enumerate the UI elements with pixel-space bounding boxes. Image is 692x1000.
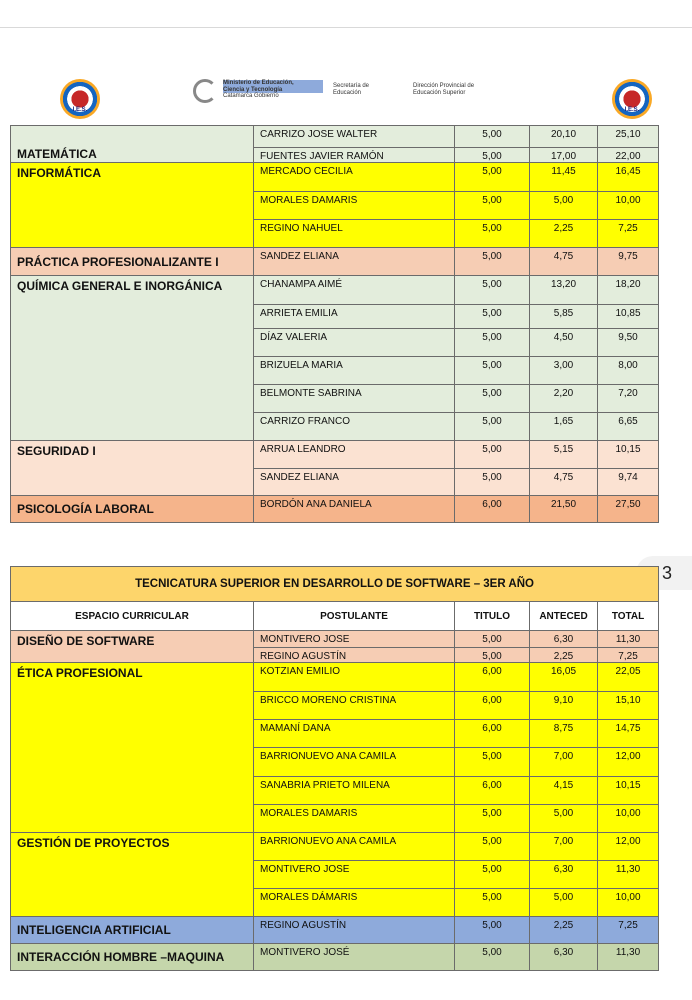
applicant-name-cell: CHANAMPA AIMÉ [254, 276, 455, 305]
total-score-cell: 27,50 [598, 496, 659, 523]
antecedentes-score-cell: 6,30 [530, 944, 598, 971]
total-score-cell: 10,85 [598, 305, 659, 329]
applicant-name-cell: SANDEZ ELIANA [254, 248, 455, 276]
antecedentes-score-cell: 5,00 [530, 192, 598, 220]
applicant-name-cell: BELMONTE SABRINA [254, 385, 455, 413]
applicant-name-cell: FUENTES JAVIER RAMÓN [254, 148, 455, 163]
antecedentes-score-cell: 2,25 [530, 917, 598, 944]
antecedentes-score-cell: 6,30 [530, 861, 598, 889]
table-row [11, 944, 659, 971]
applicant-name-cell: ARRIETA EMILIA [254, 305, 455, 329]
table-title: TECNICATURA SUPERIOR EN DESARROLLO DE SOFTWARE – 3ER AÑO [11, 567, 659, 602]
table-row [11, 276, 659, 305]
total-score-cell: 9,75 [598, 248, 659, 276]
applicant-name-cell: CARRIZO JOSE WALTER [254, 126, 455, 148]
titulo-score-cell: 5,00 [455, 163, 530, 192]
applicant-name-cell: BARRIONUEVO ANA CAMILA [254, 748, 455, 777]
antecedentes-score-cell: 4,50 [530, 329, 598, 357]
total-score-cell: 7,25 [598, 220, 659, 248]
titulo-score-cell: 5,00 [455, 413, 530, 441]
table-row [11, 441, 659, 469]
titulo-score-cell: 5,00 [455, 917, 530, 944]
document-header [0, 76, 692, 126]
titulo-score-cell: 5,00 [455, 833, 530, 861]
applicant-name-cell: REGINO AGUSTÍN [254, 648, 455, 663]
applicant-name-cell: MORALES DAMARIS [254, 805, 455, 833]
antecedentes-score-cell: 3,00 [530, 357, 598, 385]
header-antecedentes: ANTECED [530, 602, 598, 631]
header-espacio: ESPACIO CURRICULAR [11, 602, 254, 631]
titulo-score-cell: 6,00 [455, 663, 530, 692]
applicant-name-cell: ARRUA LEANDRO [254, 441, 455, 469]
applicant-name-cell: MONTIVERO JOSE [254, 861, 455, 889]
total-score-cell: 7,20 [598, 385, 659, 413]
subject-cell: MATEMÁTICA [11, 126, 254, 163]
total-score-cell: 11,30 [598, 861, 659, 889]
ministry-line-3: Catamarca Gobierno [223, 93, 279, 99]
antecedentes-score-cell: 13,20 [530, 276, 598, 305]
top-divider [0, 27, 692, 28]
titulo-score-cell: 5,00 [455, 889, 530, 917]
page-number-badge: 3 [636, 556, 692, 590]
total-score-cell: 16,45 [598, 163, 659, 192]
titulo-score-cell: 5,00 [455, 357, 530, 385]
applicant-name-cell: MONTIVERO JOSE [254, 631, 455, 648]
total-score-cell: 9,74 [598, 469, 659, 496]
ministry-line-2: Ciencia y Tecnología [223, 87, 323, 94]
total-score-cell: 18,20 [598, 276, 659, 305]
titulo-score-cell: 6,00 [455, 692, 530, 720]
titulo-score-cell: 5,00 [455, 944, 530, 971]
applicant-name-cell: SANDEZ ELIANA [254, 469, 455, 496]
institute-seal-icon-right [612, 79, 652, 119]
table-row [11, 631, 659, 648]
total-score-cell: 12,00 [598, 748, 659, 777]
total-score-cell: 22,00 [598, 148, 659, 163]
table-row [11, 126, 659, 148]
subject-cell: DISEÑO DE SOFTWARE [11, 631, 254, 663]
titulo-score-cell: 5,00 [455, 305, 530, 329]
institute-seal-icon [60, 79, 100, 119]
total-score-cell: 25,10 [598, 126, 659, 148]
subject-cell: GESTIÓN DE PROYECTOS [11, 833, 254, 917]
antecedentes-score-cell: 20,10 [530, 126, 598, 148]
header-titulo: TITULO [455, 602, 530, 631]
antecedentes-score-cell: 7,00 [530, 748, 598, 777]
direccion-label: Dirección Provincial de Educación Superior [413, 83, 475, 96]
table-row [11, 663, 659, 692]
applicant-name-cell: MAMANÍ DANA [254, 720, 455, 748]
applicant-name-cell: MORALES DAMARIS [254, 192, 455, 220]
antecedentes-score-cell: 2,20 [530, 385, 598, 413]
antecedentes-score-cell: 4,15 [530, 777, 598, 805]
total-score-cell: 9,50 [598, 329, 659, 357]
subject-cell: INFORMÁTICA [11, 163, 254, 248]
antecedentes-score-cell: 5,15 [530, 441, 598, 469]
titulo-score-cell: 5,00 [455, 276, 530, 305]
subject-cell: PRÁCTICA PROFESIONALIZANTE I [11, 248, 254, 276]
titulo-score-cell: 6,00 [455, 496, 530, 523]
applicant-name-cell: CARRIZO FRANCO [254, 413, 455, 441]
ministry-c-icon [193, 79, 217, 103]
antecedentes-score-cell: 2,25 [530, 648, 598, 663]
total-score-cell: 14,75 [598, 720, 659, 748]
antecedentes-score-cell: 16,05 [530, 663, 598, 692]
applicant-name-cell: BORDÓN ANA DANIELA [254, 496, 455, 523]
applicant-name-cell: BARRIONUEVO ANA CAMILA [254, 833, 455, 861]
antecedentes-score-cell: 4,75 [530, 469, 598, 496]
total-score-cell: 6,65 [598, 413, 659, 441]
total-score-cell: 10,00 [598, 805, 659, 833]
total-score-cell: 22,05 [598, 663, 659, 692]
applicant-name-cell: DÍAZ VALERIA [254, 329, 455, 357]
titulo-score-cell: 5,00 [455, 192, 530, 220]
titulo-score-cell: 5,00 [455, 441, 530, 469]
antecedentes-score-cell: 5,00 [530, 889, 598, 917]
antecedentes-score-cell: 21,50 [530, 496, 598, 523]
titulo-score-cell: 5,00 [455, 126, 530, 148]
total-score-cell: 10,15 [598, 777, 659, 805]
antecedentes-score-cell: 7,00 [530, 833, 598, 861]
titulo-score-cell: 6,00 [455, 777, 530, 805]
applicant-name-cell: MERCADO CECILIA [254, 163, 455, 192]
titulo-score-cell: 6,00 [455, 720, 530, 748]
titulo-score-cell: 5,00 [455, 861, 530, 889]
applicant-name-cell: REGINO NAHUEL [254, 220, 455, 248]
subject-cell: SEGURIDAD I [11, 441, 254, 496]
total-score-cell: 11,30 [598, 631, 659, 648]
subject-cell: INTERACCIÓN HOMBRE –MAQUINA [11, 944, 254, 971]
subject-cell: PSICOLOGÍA LABORAL [11, 496, 254, 523]
subject-cell: ÉTICA PROFESIONAL [11, 663, 254, 833]
titulo-score-cell: 5,00 [455, 220, 530, 248]
subject-cell: INTELIGENCIA ARTIFICIAL [11, 917, 254, 944]
ministry-line-1: Ministerio de Educación, [223, 80, 323, 87]
applicant-name-cell: MORALES DÁMARIS [254, 889, 455, 917]
header-total: TOTAL [598, 602, 659, 631]
titulo-score-cell: 5,00 [455, 805, 530, 833]
software-development-table [10, 566, 659, 971]
titulo-score-cell: 5,00 [455, 329, 530, 357]
secretaria-label: Secretaría de Educación [333, 83, 370, 96]
table-row [11, 917, 659, 944]
table-row [11, 248, 659, 276]
total-score-cell: 10,00 [598, 192, 659, 220]
titulo-score-cell: 5,00 [455, 748, 530, 777]
titulo-score-cell: 5,00 [455, 648, 530, 663]
seal-caption-right: I.E.S. [624, 107, 640, 113]
applicant-name-cell: REGINO AGUSTÍN [254, 917, 455, 944]
table-row [11, 163, 659, 192]
applicant-name-cell: MONTIVERO JOSÉ [254, 944, 455, 971]
antecedentes-score-cell: 5,85 [530, 305, 598, 329]
subject-cell: QUÍMICA GENERAL E INORGÁNICA [11, 276, 254, 441]
header-postulante: POSTULANTE [254, 602, 455, 631]
applicant-name-cell: SANABRIA PRIETO MILENA [254, 777, 455, 805]
applicant-name-cell: BRIZUELA MARIA [254, 357, 455, 385]
results-table-continued [10, 125, 659, 523]
titulo-score-cell: 5,00 [455, 631, 530, 648]
antecedentes-score-cell: 17,00 [530, 148, 598, 163]
applicant-name-cell: BRICCO MORENO CRISTINA [254, 692, 455, 720]
applicant-name-cell: KOTZIAN EMILIO [254, 663, 455, 692]
table-row [11, 833, 659, 861]
total-score-cell: 7,25 [598, 648, 659, 663]
titulo-score-cell: 5,00 [455, 248, 530, 276]
antecedentes-score-cell: 4,75 [530, 248, 598, 276]
antecedentes-score-cell: 9,10 [530, 692, 598, 720]
antecedentes-score-cell: 5,00 [530, 805, 598, 833]
titulo-score-cell: 5,00 [455, 148, 530, 163]
total-score-cell: 12,00 [598, 833, 659, 861]
antecedentes-score-cell: 1,65 [530, 413, 598, 441]
antecedentes-score-cell: 2,25 [530, 220, 598, 248]
total-score-cell: 10,15 [598, 441, 659, 469]
table-row [11, 496, 659, 523]
total-score-cell: 7,25 [598, 917, 659, 944]
titulo-score-cell: 5,00 [455, 385, 530, 413]
antecedentes-score-cell: 8,75 [530, 720, 598, 748]
total-score-cell: 15,10 [598, 692, 659, 720]
total-score-cell: 11,30 [598, 944, 659, 971]
total-score-cell: 8,00 [598, 357, 659, 385]
seal-caption-left: I.E.S. [72, 107, 88, 113]
antecedentes-score-cell: 11,45 [530, 163, 598, 192]
antecedentes-score-cell: 6,30 [530, 631, 598, 648]
titulo-score-cell: 5,00 [455, 469, 530, 496]
total-score-cell: 10,00 [598, 889, 659, 917]
